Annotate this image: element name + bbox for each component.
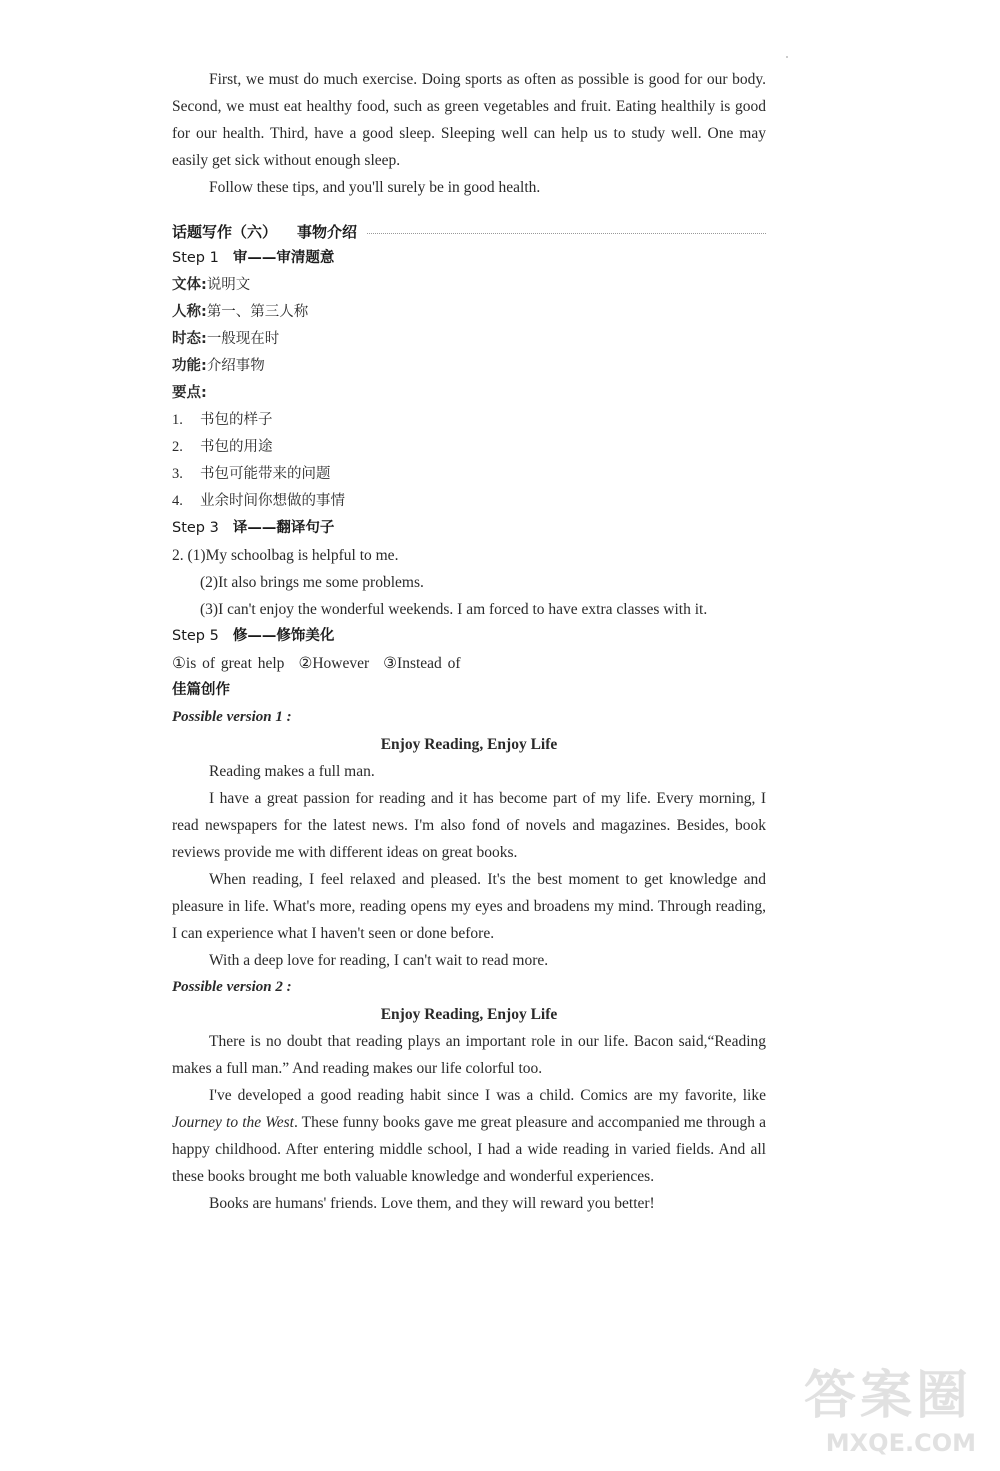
intro-paragraph-2: Follow these tips, and you'll surely be in good health. bbox=[209, 179, 541, 196]
version1-paragraph: When reading, I feel relaxed and pleased. It's the best moment to get knowledge and pleasure in life. What's more, reading opens my eyes and broadens my mind. Through reading, I can experience what I haven't seen or done before. bbox=[172, 871, 766, 942]
step1-title: 审——审清题意 bbox=[232, 250, 335, 266]
version2-label: Possible version 2 : bbox=[172, 979, 292, 995]
dotted-leader bbox=[367, 233, 766, 234]
scan-mark bbox=[786, 56, 788, 58]
step5-label: Step 5 bbox=[172, 628, 219, 644]
watermark-text: 答案圈 bbox=[803, 1366, 972, 1426]
intro-paragraph-1: First, we must do much exercise. Doing sports as often as possible is good for our body. Second, we must eat healthy food, such as green vegetables and fruit. Eating healthily is good for our health. Third, have a good sleep. Sleeping well can help us to study well. One may easily get sick without enough sleep. bbox=[172, 71, 766, 169]
step1-item: 时态:一般现在时 bbox=[172, 331, 280, 347]
version2-paragraph: There is no doubt that reading plays an important role in our life. Bacon said,“Reading makes a full man.” And reading makes our life colorful too. bbox=[172, 1033, 766, 1077]
version2-paragraph: I've developed a good reading habit since I was a child. Comics are my favorite, like Journey to the West. These funny books gave me great pleasure and accompanied me through a happy childhood. After entering middle school, I had a wide reading in varied fields. And all these books brought me both valuable knowledge and wonderful experiences. bbox=[172, 1087, 766, 1185]
step1-item: 人称:第一、第三人称 bbox=[172, 304, 309, 320]
document-page bbox=[172, 66, 766, 1217]
step5-heading bbox=[172, 623, 766, 650]
point-item: 4. 业余时间你想做的事情 bbox=[172, 493, 345, 509]
step1-item: 文体:说明文 bbox=[172, 277, 251, 293]
version2-paragraph: Books are humans' friends. Love them, and they will reward you better! bbox=[209, 1195, 655, 1212]
translation-line: (2)It also brings me some problems. bbox=[200, 574, 424, 591]
phrase-list bbox=[172, 650, 766, 677]
watermark-url: MXQE.COM bbox=[825, 1429, 976, 1457]
point-item: 2. 书包的用途 bbox=[172, 439, 273, 455]
point-item: 1. 书包的样子 bbox=[172, 412, 273, 428]
translation-line: (3)I can't enjoy the wonderful weekends. I am forced to have extra classes with it. bbox=[200, 601, 708, 618]
creation-label: 佳篇创作 bbox=[172, 682, 230, 698]
version1-paragraph: Reading makes a full man. bbox=[209, 763, 375, 780]
section-subtitle: 事物介绍 bbox=[297, 223, 358, 241]
step5-title: 修——修饰美化 bbox=[232, 628, 335, 644]
step3-heading bbox=[172, 515, 766, 542]
section-title: 话题写作（六） bbox=[172, 223, 278, 241]
points-label: 要点: bbox=[172, 385, 207, 401]
step1-item: 功能:介绍事物 bbox=[172, 358, 265, 374]
step1-label: Step 1 bbox=[172, 250, 219, 266]
phrase-item: ①is of great help bbox=[172, 655, 285, 672]
book-title: Journey to the West bbox=[172, 1114, 294, 1131]
phrase-item: ②However bbox=[298, 655, 370, 672]
step3-label: Step 3 bbox=[172, 520, 219, 536]
section-heading bbox=[172, 218, 766, 245]
version2-title: Enjoy Reading, Enjoy Life bbox=[380, 1006, 558, 1023]
phrase-item: ③Instead of bbox=[383, 655, 461, 672]
version1-paragraph: With a deep love for reading, I can't wait to read more. bbox=[209, 952, 549, 969]
version1-label: Possible version 1 : bbox=[172, 709, 292, 725]
step1-heading bbox=[172, 245, 766, 272]
watermark bbox=[742, 1353, 982, 1463]
version1-title: Enjoy Reading, Enjoy Life bbox=[380, 736, 558, 753]
version1-paragraph: I have a great passion for reading and it has become part of my life. Every morning, I read newspapers for the latest news. I'm also fond of novels and magazines. Besides, book reviews provide me with different ideas on great books. bbox=[172, 790, 766, 861]
step3-title: 译——翻译句子 bbox=[232, 520, 335, 536]
point-item: 3. 书包可能带来的问题 bbox=[172, 466, 331, 482]
translation-line: 2. (1)My schoolbag is helpful to me. bbox=[172, 547, 399, 564]
